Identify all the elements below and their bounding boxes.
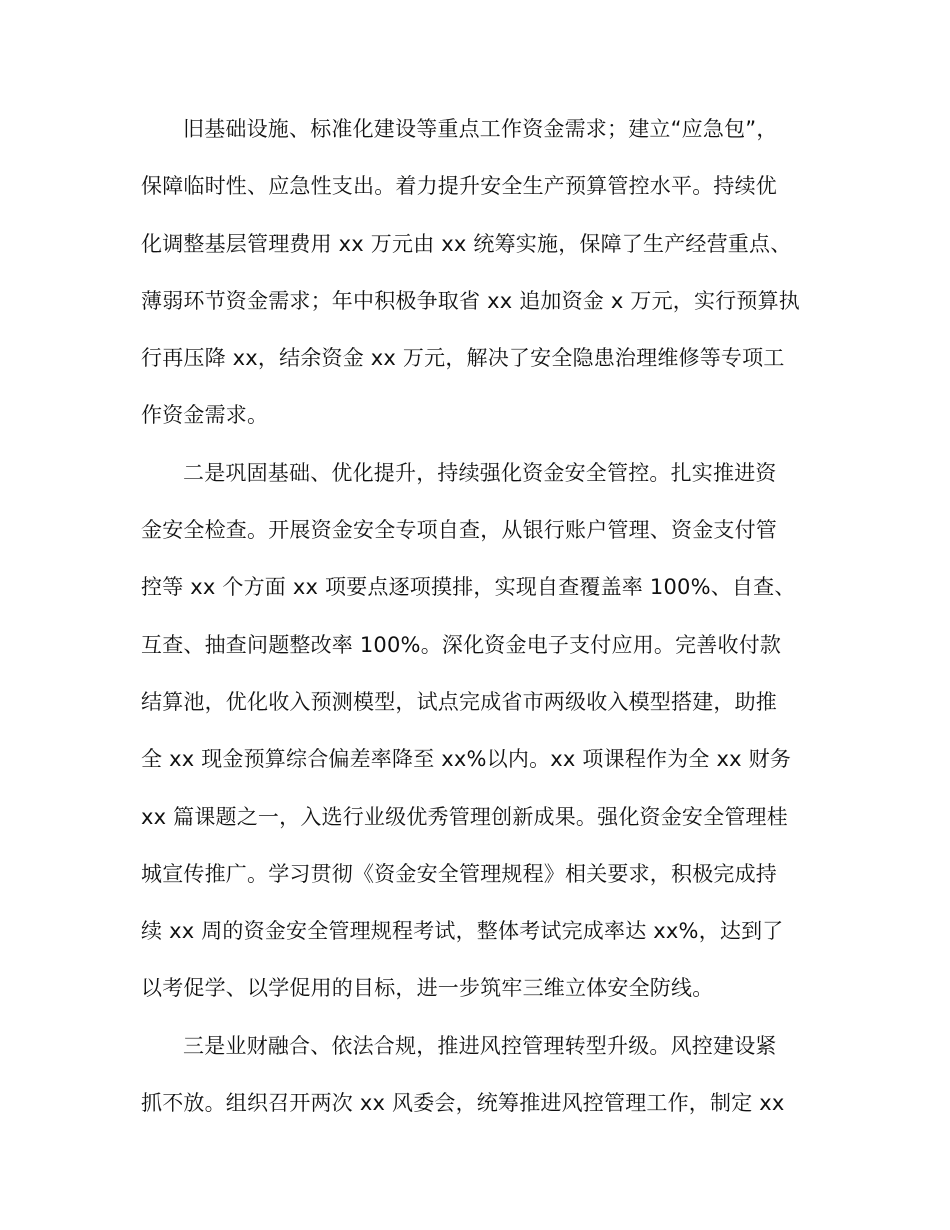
text-line: 结算池，优化收入预测模型，试点完成省市两级收入模型搭建，助推 (141, 689, 777, 714)
text-line: 城宣传推广。学习贯彻《资金安全管理规程》相关要求，积极完成持 (141, 861, 777, 886)
text-line: 保障临时性、应急性支出。着力提升安全生产预算管控水平。持续优 (141, 174, 777, 199)
text-line: 作资金需求。 (141, 403, 269, 428)
text-line: 抓不放。组织召开两次 xx 风委会，统筹推进风控管理工作，制定 xx (141, 1091, 785, 1116)
text-line: 金安全检查。开展资金安全专项自查，从银行账户管理、资金支付管 (141, 518, 777, 543)
text-line: xx 篇课题之一，入选行业级优秀管理创新成果。强化资金安全管理桂 (141, 804, 788, 829)
text-line: 全 xx 现金预算综合偏差率降至 xx%以内。xx 项课程作为全 xx 财务 (141, 747, 792, 772)
document-body (141, 109, 811, 1140)
paragraph-start-line: 二是巩固基础、优化提升，持续强化资金安全管控。扎实推进资 (183, 460, 777, 485)
text-line: 互查、抽查问题整改率 100%。深化资金电子支付应用。完善收付款 (141, 632, 782, 657)
text-line: 化调整基层管理费用 xx 万元由 xx 统筹实施，保障了生产经营重点、 (141, 231, 792, 256)
text-line: 控等 xx 个方面 xx 项要点逐项摸排，实现自查覆盖率 100%、自查、 (141, 575, 796, 600)
text-line: 续 xx 周的资金安全管理规程考试，整体考试完成率达 xx%，达到了 (141, 919, 784, 944)
paragraph-start-line: 三是业财融合、依法合规，推进风控管理转型升级。风控建设紧 (183, 1033, 777, 1058)
text-line: 旧基础设施、标准化建设等重点工作资金需求；建立“应急包”， (183, 117, 778, 141)
text-line: 薄弱环节资金需求；年中积极争取省 xx 追加资金 x 万元，实行预算执 (141, 288, 800, 313)
text-line: 以考促学、以学促用的目标，进一步筑牢三维立体安全防线。 (141, 976, 714, 1001)
text-line: 行再压降 xx，结余资金 xx 万元，解决了安全隐患治理维修等专项工 (141, 346, 785, 371)
